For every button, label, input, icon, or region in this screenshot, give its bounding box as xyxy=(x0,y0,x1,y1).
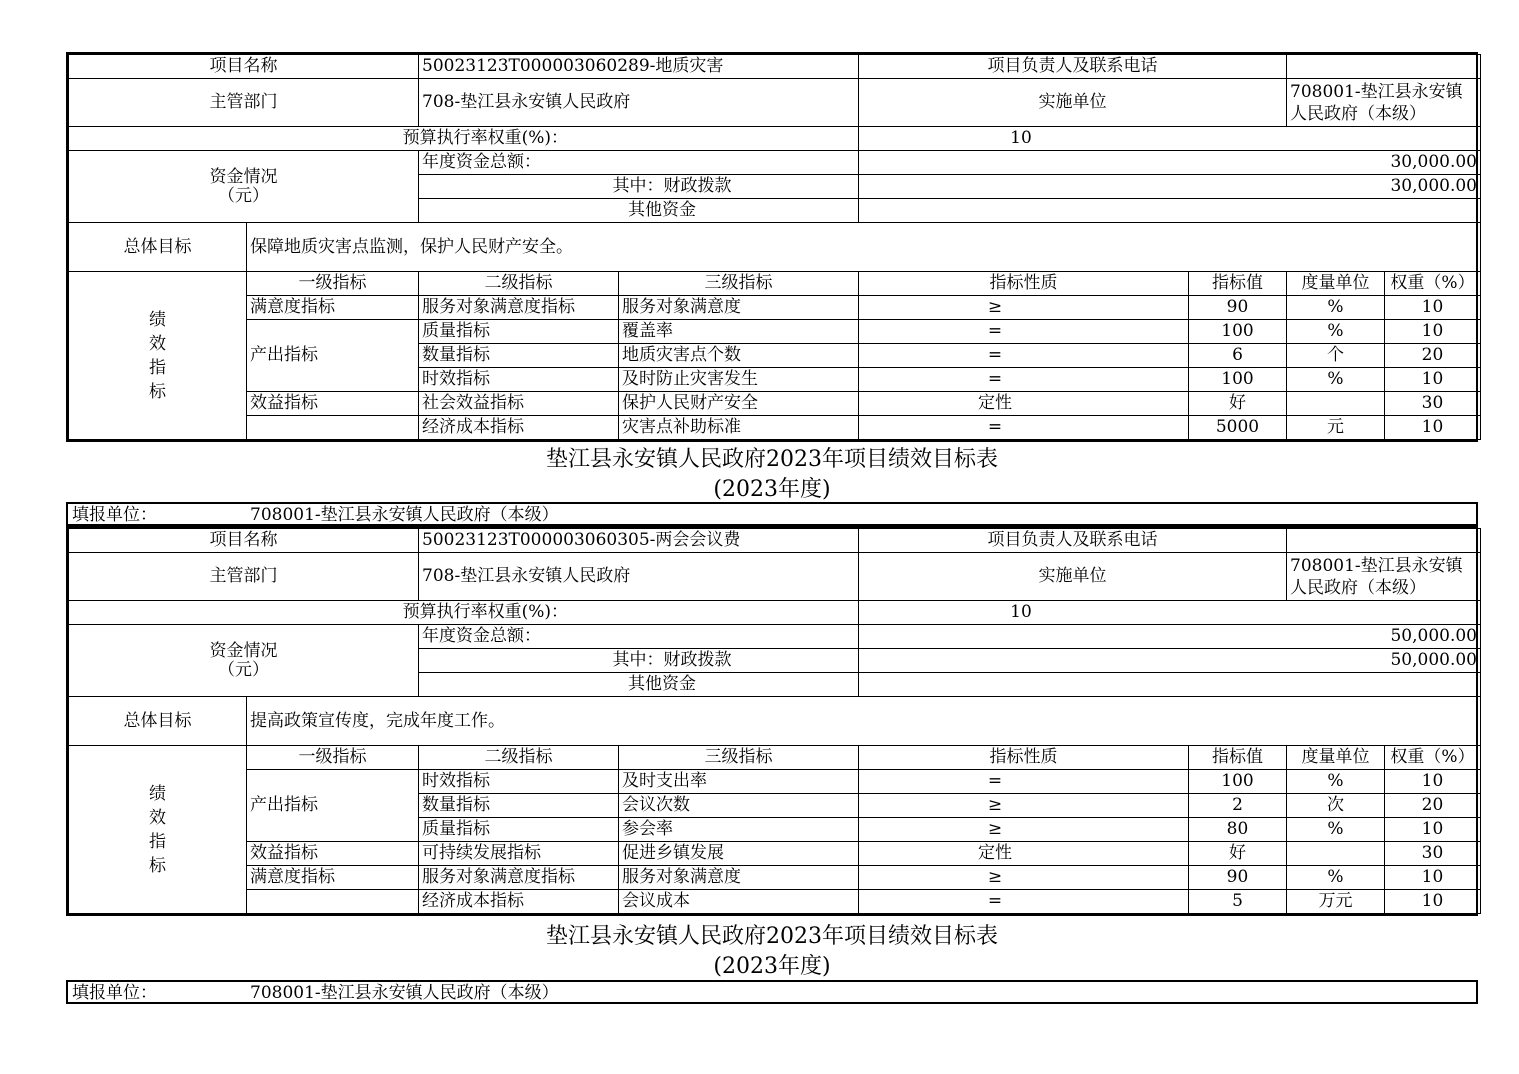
report-title: 垫江县永安镇人民政府2023年项目绩效目标表 xyxy=(546,924,998,949)
indicator-nature: ≥ xyxy=(859,296,1189,320)
indicator-unit: % xyxy=(1287,368,1385,392)
indicator-unit: 元 xyxy=(1287,416,1385,440)
fund-label-line1: 资金情况 xyxy=(209,640,278,661)
fill-unit-row xyxy=(66,980,1478,1004)
performance-label-char: 指 xyxy=(149,831,166,852)
indicator-nature: = xyxy=(859,890,1189,914)
leader-label: 项目负责人及联系电话 xyxy=(859,529,1287,553)
project-name-label: 项目名称 xyxy=(69,55,419,79)
indicator-value: 5 xyxy=(1189,890,1287,914)
level1-indicator: 产出指标 xyxy=(247,320,419,392)
table-row xyxy=(69,842,1481,866)
level3-indicator: 参会率 xyxy=(619,818,859,842)
indicator-nature: = xyxy=(859,416,1189,440)
column-header: 一级指标 xyxy=(247,746,419,770)
fund-other-value xyxy=(859,673,1481,697)
performance-label-char: 绩 xyxy=(149,783,166,804)
indicator-value: 好 xyxy=(1189,842,1287,866)
leader-label: 项目负责人及联系电话 xyxy=(859,55,1287,79)
indicator-nature: 定性 xyxy=(859,392,1189,416)
indicator-weight: 30 xyxy=(1385,392,1481,416)
table-row xyxy=(69,392,1481,416)
level3-indicator: 及时防止灾害发生 xyxy=(619,368,859,392)
column-header: 指标值 xyxy=(1189,746,1287,770)
performance-label-char: 绩 xyxy=(149,309,166,330)
level3-indicator: 服务对象满意度 xyxy=(619,296,859,320)
project-name-label: 项目名称 xyxy=(69,529,419,553)
column-header: 指标值 xyxy=(1189,272,1287,296)
indicator-value: 好 xyxy=(1189,392,1287,416)
budget-rate-label: 预算执行率权重(%)： xyxy=(69,127,859,151)
table-row xyxy=(69,296,1481,320)
performance-label-char: 标 xyxy=(149,381,166,402)
level1-indicator: 满意度指标 xyxy=(247,866,419,890)
project-table-2 xyxy=(66,526,1478,916)
goal-label: 总体目标 xyxy=(69,223,247,272)
indicator-value: 90 xyxy=(1189,296,1287,320)
level2-indicator: 服务对象满意度指标 xyxy=(419,866,619,890)
dept-value: 708-垫江县永安镇人民政府 xyxy=(419,553,859,601)
column-header: 指标性质 xyxy=(859,272,1189,296)
dept-value: 708-垫江县永安镇人民政府 xyxy=(419,79,859,127)
fund-other-label: 其他资金 xyxy=(419,673,859,697)
level3-indicator: 及时支出率 xyxy=(619,770,859,794)
level2-indicator: 经济成本指标 xyxy=(419,890,619,914)
level2-indicator: 时效指标 xyxy=(419,368,619,392)
indicator-weight: 10 xyxy=(1385,818,1481,842)
indicator-unit: 万元 xyxy=(1287,890,1385,914)
report-title: 垫江县永安镇人民政府2023年项目绩效目标表 xyxy=(546,447,998,472)
fund-total-value: 50,000.00 xyxy=(859,625,1481,649)
indicator-weight: 10 xyxy=(1385,320,1481,344)
goal-value: 保障地质灾害点监测，保护人民财产安全。 xyxy=(247,223,1481,272)
level3-indicator: 会议次数 xyxy=(619,794,859,818)
fund-other-value xyxy=(859,199,1481,223)
level3-indicator: 会议成本 xyxy=(619,890,859,914)
indicator-value: 90 xyxy=(1189,866,1287,890)
goal-label: 总体目标 xyxy=(69,697,247,746)
level3-indicator: 地质灾害点个数 xyxy=(619,344,859,368)
fill-unit-value: 708001-垫江县永安镇人民政府（本级） xyxy=(250,505,559,525)
fund-fiscal-label: 其中：财政拨款 xyxy=(419,175,859,199)
fill-unit-row xyxy=(66,502,1478,526)
level2-indicator: 服务对象满意度指标 xyxy=(419,296,619,320)
column-header: 指标性质 xyxy=(859,746,1189,770)
indicator-unit: % xyxy=(1287,320,1385,344)
indicator-nature: = xyxy=(859,320,1189,344)
indicator-nature: 定性 xyxy=(859,842,1189,866)
indicator-nature: ≥ xyxy=(859,794,1189,818)
fund-total-value: 30,000.00 xyxy=(859,151,1481,175)
indicator-weight: 10 xyxy=(1385,770,1481,794)
indicator-unit: 个 xyxy=(1287,344,1385,368)
indicator-weight: 10 xyxy=(1385,296,1481,320)
column-header: 度量单位 xyxy=(1287,272,1385,296)
indicator-nature: ≥ xyxy=(859,866,1189,890)
indicator-nature: = xyxy=(859,770,1189,794)
impl-value: 708001-垫江县永安镇人民政府（本级） xyxy=(1287,553,1481,601)
performance-label-char: 效 xyxy=(149,807,166,828)
indicator-nature: = xyxy=(859,344,1189,368)
dept-label: 主管部门 xyxy=(69,553,419,601)
fund-total-label: 年度资金总额： xyxy=(419,151,859,175)
column-header: 二级指标 xyxy=(419,272,619,296)
table-row xyxy=(69,320,1481,344)
fund-fiscal-value: 30,000.00 xyxy=(859,175,1481,199)
performance-label xyxy=(69,272,247,440)
fund-label xyxy=(69,151,419,223)
level2-indicator: 社会效益指标 xyxy=(419,392,619,416)
performance-label xyxy=(69,746,247,914)
level1-indicator xyxy=(247,416,419,440)
level2-indicator: 质量指标 xyxy=(419,818,619,842)
indicator-weight: 10 xyxy=(1385,368,1481,392)
budget-rate-label: 预算执行率权重(%)： xyxy=(69,601,859,625)
indicator-value: 2 xyxy=(1189,794,1287,818)
indicator-unit: % xyxy=(1287,296,1385,320)
indicator-unit: % xyxy=(1287,866,1385,890)
fund-label-line1: 资金情况 xyxy=(209,166,278,187)
dept-label: 主管部门 xyxy=(69,79,419,127)
fund-label-line2: （元） xyxy=(218,659,269,680)
level1-indicator: 效益指标 xyxy=(247,842,419,866)
performance-label-char: 指 xyxy=(149,357,166,378)
level3-indicator: 保护人民财产安全 xyxy=(619,392,859,416)
project-name-value: 50023123T000003060289-地质灾害 xyxy=(419,55,859,79)
report-subtitle: (2023年度) xyxy=(713,954,831,979)
indicator-value: 100 xyxy=(1189,368,1287,392)
level3-indicator: 覆盖率 xyxy=(619,320,859,344)
level2-indicator: 数量指标 xyxy=(419,344,619,368)
performance-label-char: 标 xyxy=(149,855,166,876)
level1-indicator: 满意度指标 xyxy=(247,296,419,320)
indicator-value: 100 xyxy=(1189,320,1287,344)
table-row xyxy=(69,890,1481,914)
fill-unit-label: 填报单位： xyxy=(72,983,157,1003)
level2-indicator: 可持续发展指标 xyxy=(419,842,619,866)
fund-fiscal-value: 50,000.00 xyxy=(859,649,1481,673)
fund-fiscal-label: 其中：财政拨款 xyxy=(419,649,859,673)
budget-rate-value: 10 xyxy=(859,601,1481,625)
indicator-weight: 20 xyxy=(1385,344,1481,368)
indicator-unit xyxy=(1287,842,1385,866)
table-row xyxy=(69,416,1481,440)
table-row xyxy=(69,866,1481,890)
indicator-value: 5000 xyxy=(1189,416,1287,440)
level3-indicator: 服务对象满意度 xyxy=(619,866,859,890)
indicator-unit: 次 xyxy=(1287,794,1385,818)
indicator-value: 100 xyxy=(1189,770,1287,794)
indicator-weight: 10 xyxy=(1385,890,1481,914)
column-header: 权重（%） xyxy=(1385,746,1481,770)
fund-label xyxy=(69,625,419,697)
leader-value xyxy=(1287,529,1481,553)
indicator-nature: ≥ xyxy=(859,818,1189,842)
level2-indicator: 时效指标 xyxy=(419,770,619,794)
impl-value: 708001-垫江县永安镇人民政府（本级） xyxy=(1287,79,1481,127)
leader-value xyxy=(1287,55,1481,79)
table-row xyxy=(69,770,1481,794)
level1-indicator: 效益指标 xyxy=(247,392,419,416)
indicator-value: 80 xyxy=(1189,818,1287,842)
indicator-weight: 20 xyxy=(1385,794,1481,818)
level2-indicator: 经济成本指标 xyxy=(419,416,619,440)
indicator-nature: = xyxy=(859,368,1189,392)
level1-indicator: 产出指标 xyxy=(247,770,419,842)
level3-indicator: 灾害点补助标准 xyxy=(619,416,859,440)
fund-label-line2: （元） xyxy=(218,185,269,206)
column-header: 三级指标 xyxy=(619,746,859,770)
indicator-unit: % xyxy=(1287,770,1385,794)
goal-value: 提高政策宣传度，完成年度工作。 xyxy=(247,697,1481,746)
indicator-value: 6 xyxy=(1189,344,1287,368)
project-name-value: 50023123T000003060305-两会会议费 xyxy=(419,529,859,553)
column-header: 权重（%） xyxy=(1385,272,1481,296)
indicator-weight: 30 xyxy=(1385,842,1481,866)
column-header: 二级指标 xyxy=(419,746,619,770)
level3-indicator: 促进乡镇发展 xyxy=(619,842,859,866)
performance-table xyxy=(68,528,1481,914)
impl-label: 实施单位 xyxy=(859,79,1287,127)
performance-table xyxy=(68,54,1481,440)
impl-label: 实施单位 xyxy=(859,553,1287,601)
indicator-weight: 10 xyxy=(1385,416,1481,440)
indicator-unit xyxy=(1287,392,1385,416)
report-subtitle: (2023年度) xyxy=(713,477,831,502)
level2-indicator: 数量指标 xyxy=(419,794,619,818)
performance-label-char: 效 xyxy=(149,333,166,354)
fill-unit-label: 填报单位： xyxy=(72,505,157,525)
fill-unit-value: 708001-垫江县永安镇人民政府（本级） xyxy=(250,983,559,1003)
indicator-weight: 10 xyxy=(1385,866,1481,890)
project-table-1 xyxy=(66,52,1478,442)
level1-indicator xyxy=(247,890,419,914)
column-header: 度量单位 xyxy=(1287,746,1385,770)
indicator-unit: % xyxy=(1287,818,1385,842)
column-header: 三级指标 xyxy=(619,272,859,296)
column-header: 一级指标 xyxy=(247,272,419,296)
budget-rate-value: 10 xyxy=(859,127,1481,151)
fund-total-label: 年度资金总额： xyxy=(419,625,859,649)
level2-indicator: 质量指标 xyxy=(419,320,619,344)
fund-other-label: 其他资金 xyxy=(419,199,859,223)
